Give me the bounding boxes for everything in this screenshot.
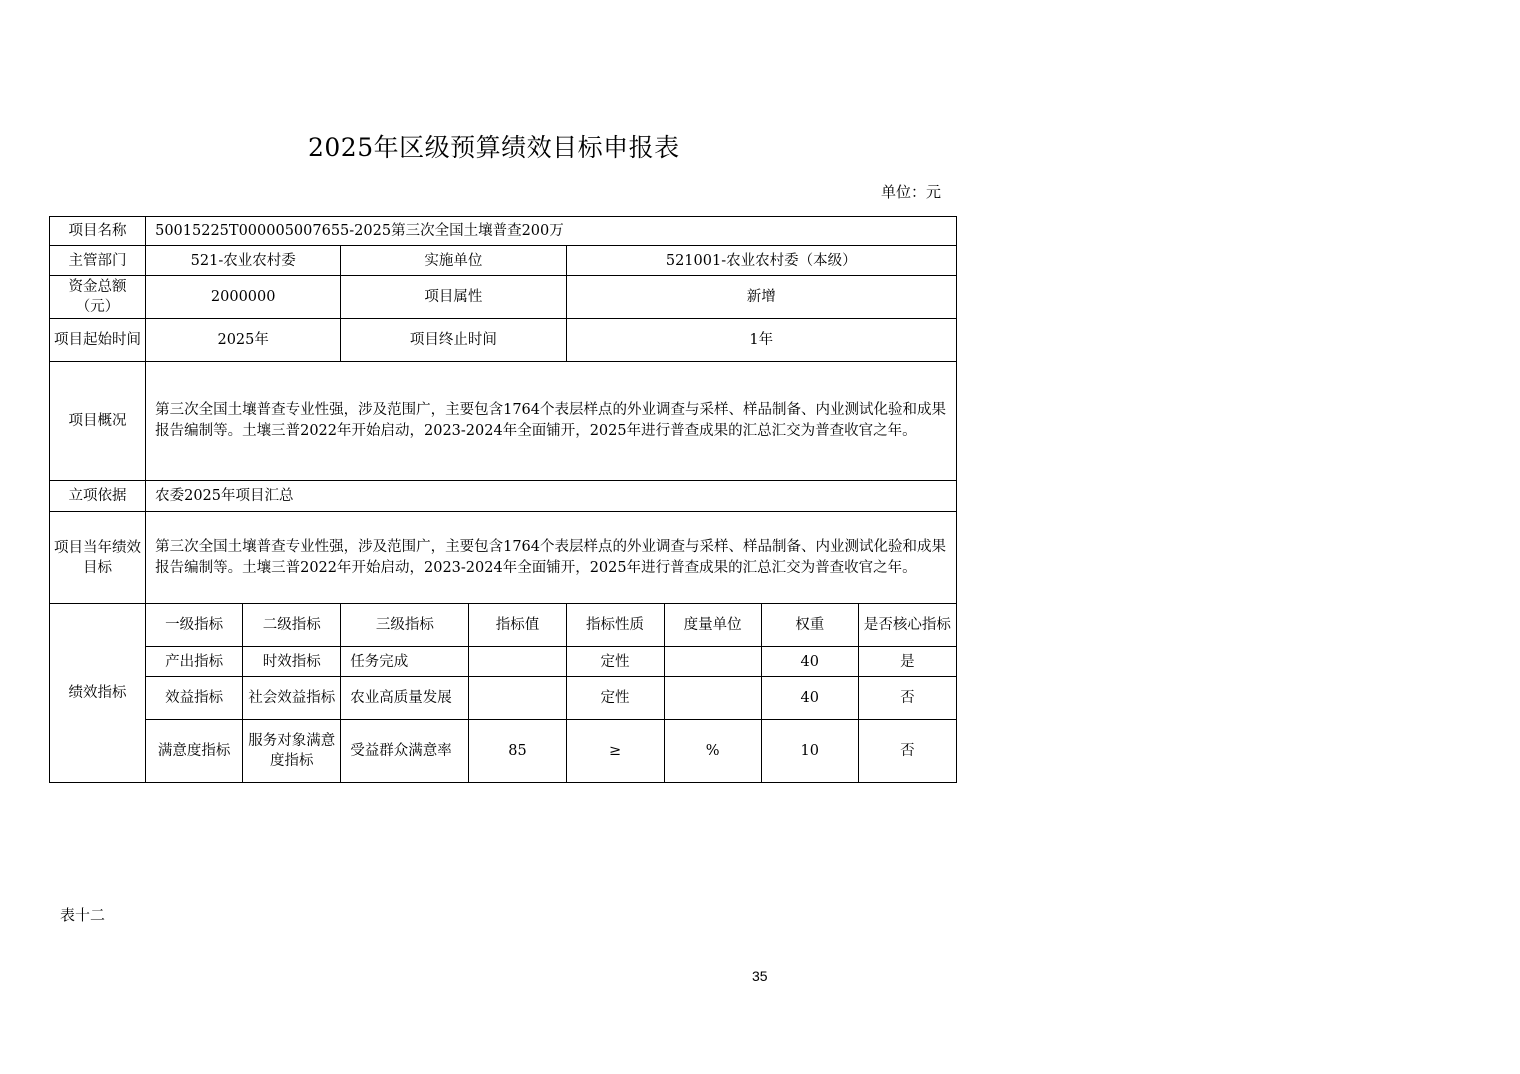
fund-value: 2000000 — [146, 276, 341, 319]
cell-level1: 效益指标 — [146, 677, 243, 720]
cell-nature: 定性 — [566, 677, 664, 720]
basis-label: 立项依据 — [50, 481, 146, 512]
cell-value — [469, 647, 566, 677]
goal-value: 第三次全国土壤普查专业性强，涉及范围广，主要包含1764个表层样点的外业调查与采样、样品制备、内业测试化验和成果报告编制等。土壤三普2022年开始启动，2023-2024年全面铺开，2025年进行普查成果的汇总汇交为普查收官之年。 — [146, 512, 957, 604]
indicator-row — [50, 677, 957, 720]
row-goal — [50, 512, 957, 604]
header-nature: 指标性质 — [566, 604, 664, 647]
row-department — [50, 246, 957, 276]
unit-label: 单位：元 — [881, 183, 942, 201]
header-weight: 权重 — [761, 604, 858, 647]
cell-unit — [664, 647, 761, 677]
table-number-label: 表十二 — [60, 906, 106, 924]
indicators-label: 绩效指标 — [50, 604, 146, 783]
impl-label: 实施单位 — [341, 246, 566, 276]
impl-value: 521001-农业农村委（本级） — [566, 246, 957, 276]
fund-label: 资金总额（元） — [50, 276, 146, 319]
cell-core: 是 — [858, 647, 956, 677]
cell-level3: 受益群众满意率 — [341, 720, 469, 783]
cell-unit: % — [664, 720, 761, 783]
cell-weight: 40 — [761, 647, 858, 677]
row-overview — [50, 362, 957, 481]
cell-weight: 10 — [761, 720, 858, 783]
row-project-name — [50, 217, 957, 246]
header-level1: 一级指标 — [146, 604, 243, 647]
goal-label: 项目当年绩效目标 — [50, 512, 146, 604]
cell-level3: 任务完成 — [341, 647, 469, 677]
header-level3: 三级指标 — [341, 604, 469, 647]
row-fund — [50, 276, 957, 319]
end-label: 项目终止时间 — [341, 319, 566, 362]
cell-core: 否 — [858, 720, 956, 783]
attr-value: 新增 — [566, 276, 957, 319]
header-unit: 度量单位 — [664, 604, 761, 647]
row-basis — [50, 481, 957, 512]
cell-level1: 满意度指标 — [146, 720, 243, 783]
overview-label: 项目概况 — [50, 362, 146, 481]
indicator-row — [50, 720, 957, 783]
indicator-row — [50, 647, 957, 677]
cell-nature: 定性 — [566, 647, 664, 677]
cell-level1: 产出指标 — [146, 647, 243, 677]
indicator-header-row — [50, 604, 957, 647]
cell-level3: 农业高质量发展 — [341, 677, 469, 720]
basis-value: 农委2025年项目汇总 — [146, 481, 957, 512]
page-number: 35 — [752, 968, 768, 984]
project-name-value: 50015225T000005007655-2025第三次全国土壤普查200万 — [146, 217, 957, 246]
dept-label: 主管部门 — [50, 246, 146, 276]
end-value: 1年 — [566, 319, 957, 362]
cell-weight: 40 — [761, 677, 858, 720]
start-label: 项目起始时间 — [50, 319, 146, 362]
cell-nature: ≥ — [566, 720, 664, 783]
cell-value: 85 — [469, 720, 566, 783]
header-core: 是否核心指标 — [858, 604, 956, 647]
cell-unit — [664, 677, 761, 720]
cell-level2: 时效指标 — [243, 647, 341, 677]
cell-level2: 社会效益指标 — [243, 677, 341, 720]
attr-label: 项目属性 — [341, 276, 566, 319]
header-value: 指标值 — [469, 604, 566, 647]
project-name-label: 项目名称 — [50, 217, 146, 246]
cell-value — [469, 677, 566, 720]
cell-core: 否 — [858, 677, 956, 720]
row-period — [50, 319, 957, 362]
overview-value: 第三次全国土壤普查专业性强，涉及范围广，主要包含1764个表层样点的外业调查与采样、样品制备、内业测试化验和成果报告编制等。土壤三普2022年开始启动，2023-2024年全面铺开，2025年进行普查成果的汇总汇交为普查收官之年。 — [146, 362, 957, 481]
header-level2: 二级指标 — [243, 604, 341, 647]
budget-form-table — [49, 216, 957, 783]
page-title: 2025年区级预算绩效目标申报表 — [308, 133, 680, 162]
start-value: 2025年 — [146, 319, 341, 362]
cell-level2: 服务对象满意度指标 — [243, 720, 341, 783]
dept-value: 521-农业农村委 — [146, 246, 341, 276]
